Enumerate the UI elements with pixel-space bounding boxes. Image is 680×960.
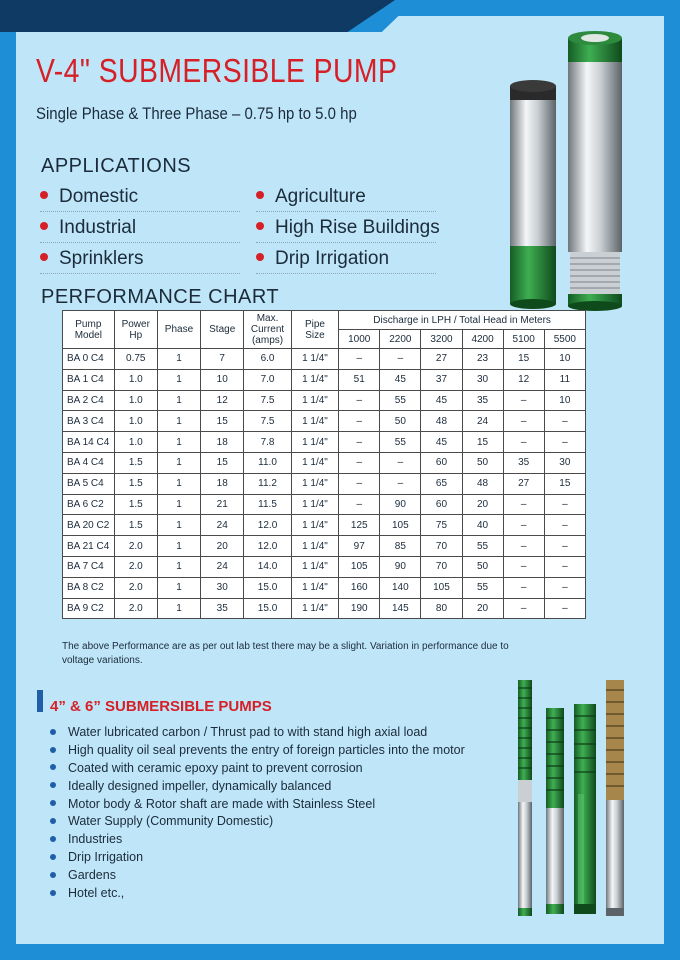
cell-model: BA 4 C4 (63, 452, 115, 473)
cell-head: 35 (462, 390, 503, 411)
cell-model: BA 14 C4 (63, 432, 115, 453)
cell-stage: 12 (201, 390, 244, 411)
cell-head: – (544, 411, 585, 432)
cell-head: 51 (339, 369, 380, 390)
cell-model: BA 9 C2 (63, 598, 115, 619)
list-item (50, 867, 465, 885)
cell-head: – (380, 349, 421, 370)
feature-text: Water lubricated carbon / Thrust pad to with stand high axial load (68, 725, 428, 739)
cell-head: 160 (339, 577, 380, 598)
table-row (63, 473, 586, 494)
list-item (50, 742, 465, 760)
table-row (63, 494, 586, 515)
cell-head: 40 (462, 515, 503, 536)
cell-power: 2.0 (114, 536, 157, 557)
application-item: Drip Irrigation (256, 248, 436, 274)
cell-head: 11 (544, 369, 585, 390)
list-item (50, 796, 465, 814)
cell-phase: 1 (157, 369, 200, 390)
bullet-icon (50, 764, 56, 770)
cell-power: 1.5 (114, 494, 157, 515)
cell-head: – (503, 494, 544, 515)
cell-head: – (544, 556, 585, 577)
cell-phase: 1 (157, 432, 200, 453)
feature-text: Motor body & Rotor shaft are made with Stainless Steel (68, 796, 376, 811)
cell-head: – (503, 411, 544, 432)
cell-current: 15.0 (244, 577, 291, 598)
cell-head: 45 (421, 432, 462, 453)
cell-power: 2.0 (114, 598, 157, 619)
feature-text: Ideally designed impeller, dynamically balanced (68, 778, 332, 793)
cell-head: 50 (380, 411, 421, 432)
col-header-discharge-value: 5100 (503, 330, 544, 349)
bullet-icon (50, 782, 56, 788)
cell-model: BA 1 C4 (63, 369, 115, 390)
cell-head: 97 (339, 536, 380, 557)
cell-head: – (339, 411, 380, 432)
list-item (50, 885, 465, 903)
cell-head: – (339, 452, 380, 473)
cell-phase: 1 (157, 536, 200, 557)
cell-head: – (544, 432, 585, 453)
cell-phase: 1 (157, 473, 200, 494)
col-header-discharge: Discharge in LPH / Total Head in Meters (339, 311, 586, 330)
cell-head: 80 (421, 598, 462, 619)
cell-phase: 1 (157, 577, 200, 598)
cell-pipe: 1 1/4" (291, 349, 338, 370)
table-row (63, 349, 586, 370)
cell-head: 105 (380, 515, 421, 536)
cell-power: 1.0 (114, 411, 157, 432)
cell-head: 10 (544, 349, 585, 370)
bullet-icon (256, 253, 264, 261)
cell-head: – (544, 515, 585, 536)
col-header-discharge-value: 4200 (462, 330, 503, 349)
cell-head: 20 (462, 598, 503, 619)
feature-text: Hotel etc., (68, 886, 125, 901)
table-row (63, 577, 586, 598)
cell-head: 60 (421, 494, 462, 515)
cell-head: 30 (544, 452, 585, 473)
cell-head: – (503, 390, 544, 411)
cell-head: 15 (503, 349, 544, 370)
cell-model: BA 3 C4 (63, 411, 115, 432)
table-row (63, 598, 586, 619)
cell-head: 37 (421, 369, 462, 390)
cell-current: 7.5 (244, 390, 291, 411)
cell-head: 30 (462, 369, 503, 390)
feature-text: Water Supply (Community Domestic) (68, 814, 274, 829)
list-item (50, 760, 465, 778)
cell-head: – (503, 598, 544, 619)
cell-head: 45 (421, 390, 462, 411)
table-row (63, 556, 586, 577)
cell-phase: 1 (157, 390, 200, 411)
cell-model: BA 7 C4 (63, 556, 115, 577)
cell-pipe: 1 1/4" (291, 556, 338, 577)
col-header-discharge-value: 5500 (544, 330, 585, 349)
cell-head: – (544, 577, 585, 598)
cell-head: 125 (339, 515, 380, 536)
cell-head: – (339, 390, 380, 411)
cell-head: – (503, 432, 544, 453)
cell-stage: 30 (201, 577, 244, 598)
cell-head: 27 (421, 349, 462, 370)
bullet-icon (50, 836, 56, 842)
list-item (50, 831, 465, 849)
cell-head: – (503, 536, 544, 557)
cell-head: – (503, 577, 544, 598)
performance-chart-table (62, 310, 586, 619)
cell-head: 55 (462, 577, 503, 598)
cell-head: 27 (503, 473, 544, 494)
cell-pipe: 1 1/4" (291, 411, 338, 432)
col-header-discharge-value: 3200 (421, 330, 462, 349)
feature-text: High quality oil seal prevents the entry of foreign particles into the motor (68, 742, 465, 757)
table-row (63, 536, 586, 557)
cell-stage: 15 (201, 411, 244, 432)
performance-heading: PERFORMANCE CHART (41, 286, 280, 308)
cell-phase: 1 (157, 349, 200, 370)
cell-power: 2.0 (114, 556, 157, 577)
cell-stage: 7 (201, 349, 244, 370)
cell-pipe: 1 1/4" (291, 536, 338, 557)
section-marker-bar (37, 690, 43, 712)
cell-current: 11.0 (244, 452, 291, 473)
cell-power: 1.5 (114, 473, 157, 494)
cell-stage: 18 (201, 432, 244, 453)
cell-model: BA 0 C4 (63, 349, 115, 370)
cell-stage: 21 (201, 494, 244, 515)
cell-phase: 1 (157, 411, 200, 432)
table-row (63, 411, 586, 432)
cell-head: 12 (503, 369, 544, 390)
cell-model: BA 20 C2 (63, 515, 115, 536)
cell-current: 6.0 (244, 349, 291, 370)
col-header-discharge-value: 1000 (339, 330, 380, 349)
cell-stage: 20 (201, 536, 244, 557)
cell-current: 15.0 (244, 598, 291, 619)
cell-stage: 15 (201, 452, 244, 473)
cell-head: 90 (380, 494, 421, 515)
cell-stage: 10 (201, 369, 244, 390)
col-header-pipe: Pipe Size (291, 311, 338, 349)
cell-head: – (339, 473, 380, 494)
cell-model: BA 2 C4 (63, 390, 115, 411)
cell-head: 90 (380, 556, 421, 577)
col-header-model: Pump Model (63, 311, 115, 349)
cell-head: 20 (462, 494, 503, 515)
table-row (63, 515, 586, 536)
cell-head: 55 (462, 536, 503, 557)
application-item: Sprinklers (40, 248, 240, 274)
cell-head: 105 (421, 577, 462, 598)
cell-head: 105 (339, 556, 380, 577)
cell-pipe: 1 1/4" (291, 473, 338, 494)
application-item: High Rise Buildings (256, 217, 436, 243)
list-item (50, 813, 465, 831)
cell-head: – (339, 432, 380, 453)
cell-head: 85 (380, 536, 421, 557)
cell-power: 0.75 (114, 349, 157, 370)
cell-head: 45 (380, 369, 421, 390)
bullet-icon (50, 854, 56, 860)
cell-pipe: 1 1/4" (291, 577, 338, 598)
table-row (63, 369, 586, 390)
applications-heading: APPLICATIONS (41, 155, 192, 177)
cell-head: 70 (421, 556, 462, 577)
col-header-stage: Stage (201, 311, 244, 349)
cell-pipe: 1 1/4" (291, 598, 338, 619)
bullet-icon (50, 800, 56, 806)
cell-head: 60 (421, 452, 462, 473)
feature-text: Gardens (68, 868, 116, 883)
cell-head: 140 (380, 577, 421, 598)
cell-model: BA 5 C4 (63, 473, 115, 494)
feature-text: Industries (68, 832, 123, 847)
page-title: V-4" SUBMERSIBLE PUMP (36, 52, 398, 89)
cell-pipe: 1 1/4" (291, 452, 338, 473)
cell-head: 24 (462, 411, 503, 432)
cell-head: – (503, 515, 544, 536)
bullet-icon (50, 818, 56, 824)
cell-stage: 35 (201, 598, 244, 619)
cell-power: 1.0 (114, 390, 157, 411)
cell-model: BA 8 C2 (63, 577, 115, 598)
header-band (0, 0, 395, 32)
list-item (50, 724, 465, 742)
application-item: Domestic (40, 186, 240, 212)
bullet-icon (50, 729, 56, 735)
cell-stage: 24 (201, 515, 244, 536)
col-header-current: Max. Current (amps) (244, 311, 291, 349)
cell-head: 15 (462, 432, 503, 453)
bullet-icon (40, 222, 48, 230)
cell-head: 10 (544, 390, 585, 411)
cell-phase: 1 (157, 452, 200, 473)
cell-current: 11.5 (244, 494, 291, 515)
bullet-icon (50, 890, 56, 896)
cell-head: 55 (380, 390, 421, 411)
cell-stage: 18 (201, 473, 244, 494)
cell-head: 145 (380, 598, 421, 619)
cell-pipe: 1 1/4" (291, 369, 338, 390)
table-row (63, 432, 586, 453)
cell-head: – (380, 452, 421, 473)
bullet-icon (40, 191, 48, 199)
cell-phase: 1 (157, 556, 200, 577)
cell-head: – (380, 473, 421, 494)
cell-current: 7.8 (244, 432, 291, 453)
borewell-pumps-image (508, 676, 638, 921)
cell-head: 55 (380, 432, 421, 453)
cell-current: 7.0 (244, 369, 291, 390)
cell-power: 1.5 (114, 452, 157, 473)
cell-power: 1.0 (114, 432, 157, 453)
cell-power: 1.0 (114, 369, 157, 390)
cell-current: 14.0 (244, 556, 291, 577)
cell-head: – (503, 556, 544, 577)
cell-head: – (544, 598, 585, 619)
cell-head: 50 (462, 556, 503, 577)
cell-head: 75 (421, 515, 462, 536)
bullet-icon (50, 747, 56, 753)
cell-head: 50 (462, 452, 503, 473)
cell-pipe: 1 1/4" (291, 515, 338, 536)
cell-current: 12.0 (244, 536, 291, 557)
cell-head: 15 (544, 473, 585, 494)
cell-current: 12.0 (244, 515, 291, 536)
feature-list (50, 724, 465, 903)
bullet-icon (50, 872, 56, 878)
page-subtitle: Single Phase & Three Phase – 0.75 hp to 5.0 hp (36, 104, 357, 123)
col-header-phase: Phase (157, 311, 200, 349)
cell-head: 190 (339, 598, 380, 619)
cell-current: 11.2 (244, 473, 291, 494)
cell-head: – (544, 494, 585, 515)
submersible-pump-image (498, 28, 648, 313)
cell-power: 1.5 (114, 515, 157, 536)
cell-current: 7.5 (244, 411, 291, 432)
cell-head: 70 (421, 536, 462, 557)
cell-head: – (339, 494, 380, 515)
submersible-pumps-heading: 4” & 6” SUBMERSIBLE PUMPS (50, 698, 272, 715)
cell-model: BA 21 C4 (63, 536, 115, 557)
col-header-power: Power Hp (114, 311, 157, 349)
table-row (63, 390, 586, 411)
cell-phase: 1 (157, 494, 200, 515)
cell-stage: 24 (201, 556, 244, 577)
cell-phase: 1 (157, 598, 200, 619)
application-item: Agriculture (256, 186, 436, 212)
cell-head: 65 (421, 473, 462, 494)
performance-table-body (63, 349, 586, 619)
cell-head: 48 (421, 411, 462, 432)
bullet-icon (256, 191, 264, 199)
table-row (63, 452, 586, 473)
cell-pipe: 1 1/4" (291, 390, 338, 411)
cell-head: 23 (462, 349, 503, 370)
cell-head: 35 (503, 452, 544, 473)
feature-text: Drip Irrigation (68, 850, 144, 865)
cell-power: 2.0 (114, 577, 157, 598)
cell-head: – (339, 349, 380, 370)
list-item (50, 778, 465, 796)
cell-head: – (544, 536, 585, 557)
cell-phase: 1 (157, 515, 200, 536)
cell-pipe: 1 1/4" (291, 494, 338, 515)
cell-model: BA 6 C2 (63, 494, 115, 515)
bullet-icon (256, 222, 264, 230)
application-item: Industrial (40, 217, 240, 243)
feature-text: Coated with ceramic epoxy paint to prevent corrosion (68, 760, 363, 775)
cell-pipe: 1 1/4" (291, 432, 338, 453)
performance-note: The above Performance are as per out lab test there may be a slight. Variation in performance due to voltage variations. (62, 641, 509, 666)
bullet-icon (40, 253, 48, 261)
list-item (50, 849, 465, 867)
col-header-discharge-value: 2200 (380, 330, 421, 349)
cell-head: 48 (462, 473, 503, 494)
